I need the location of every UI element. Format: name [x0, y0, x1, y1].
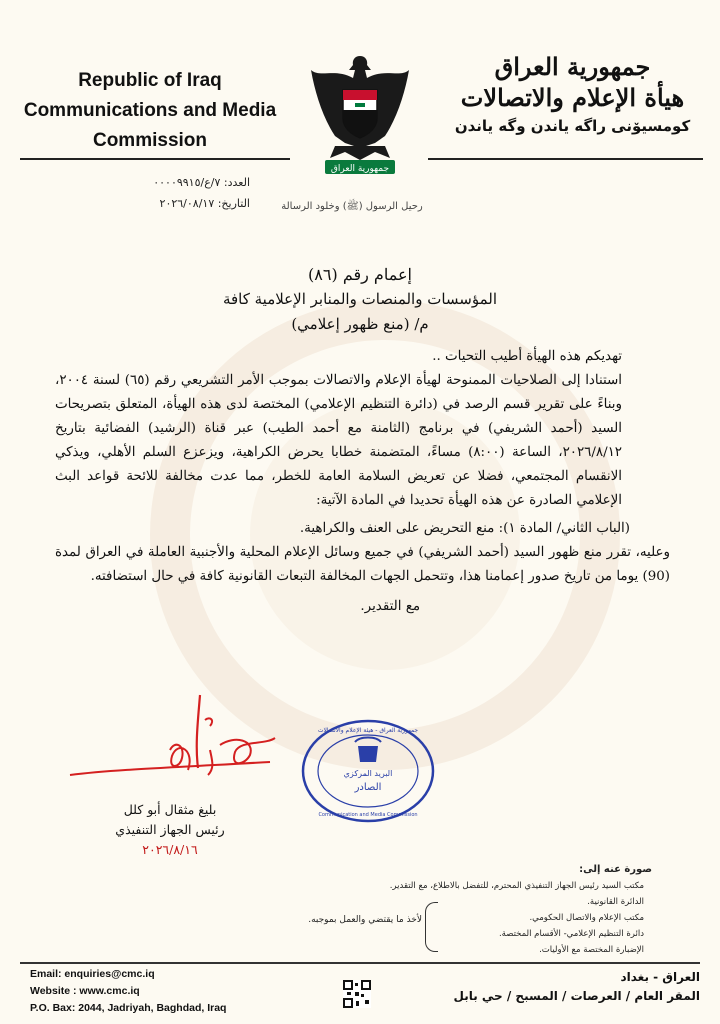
- header-english: [20, 66, 280, 156]
- footer-email: Email: enquiries@cmc.iq: [30, 968, 155, 980]
- letter-title: [170, 262, 550, 337]
- stamp-ar-inner2: الصادر: [354, 782, 382, 793]
- stamp-ar-outer: جمهورية العراق - هيئة الإعلام والاتصالات: [317, 727, 419, 734]
- signatory-date: ٢٠٢٦/٨/١٦: [142, 842, 198, 857]
- footer-website: Website : www.cmc.iq: [30, 985, 140, 997]
- header-en-line3: Commission: [92, 130, 208, 151]
- signatory-position: رئيس الجهاز التنفيذي: [115, 822, 225, 837]
- official-stamp: [300, 718, 436, 824]
- reference-date: التاريخ: ٢٠٢٦/٠٨/١٧: [159, 197, 250, 210]
- paragraph-2: وعليه، تقرر منع ظهور السيد (أحمد الشريفي) في جميع وسائل الإعلام المحلية والأجنبية العاملة في العراق لمدة (90) يوما من تاريخ صدور إعمامنا هذا، وتتحمل الجهات المخالفة التبعات القانونية كافة في حال استضافته.: [55, 545, 670, 584]
- header-en-line2: Communications and Media: [23, 100, 277, 121]
- stamp-ar-inner1: البريد المركزي: [343, 769, 393, 778]
- addressee: المؤسسات والمنصات والمنابر الإعلامية كافة: [222, 290, 498, 308]
- copies-block: [270, 862, 660, 958]
- copies-item: مكتب الإعلام والاتصال الحكومي.: [529, 913, 644, 923]
- footer-arabic: [440, 968, 700, 1006]
- copies-item: الإضبارة المختصة مع الأوليات.: [539, 945, 644, 955]
- closing: مع التقدير.: [360, 599, 420, 614]
- stamp-en-outer: Communication and Media Commission: [318, 812, 418, 818]
- copies-title: صورة عنه إلى:: [579, 864, 652, 875]
- signatory-name: بليغ مثقال أبو كلل: [123, 802, 217, 817]
- header-arabic: [440, 52, 705, 138]
- qr-code-icon: [343, 980, 371, 1008]
- motto: رحيل الرسول (ﷺ) وخلود الرسالة: [281, 201, 423, 212]
- emblem-label: جمهورية العراق: [330, 164, 390, 174]
- reference-block: [70, 172, 250, 214]
- circular-number: إعمام رقم (٨٦): [308, 265, 412, 284]
- copies-note: لأخذ ما يقتضي والعمل بموجبه.: [308, 915, 422, 925]
- copies-brace: [425, 902, 438, 952]
- header-ku-line: كومسيۆنی راگه یاندن وگه یاندن: [454, 117, 691, 135]
- header-divider-right: [428, 158, 703, 160]
- footer-ar-line2: المقر العام / العرصات / المسبح / حي بابل: [453, 989, 700, 1003]
- copies-item: الدائرة القانونية.: [587, 897, 644, 907]
- letter-body: [55, 345, 670, 619]
- reference-number: العدد: ٧/ع/٠٠٠٠٩٩١٥: [153, 176, 250, 189]
- header-ar-line2: هيأة الإعلام والاتصالات: [460, 83, 685, 112]
- footer-divider: [20, 962, 700, 964]
- greeting: تهديكم هذه الهيأة أطيب التحيات ..: [432, 349, 622, 364]
- header-divider-left: [20, 158, 290, 160]
- article-reference: (الباب الثاني/ المادة ١): منع التحريض على العنف والكراهية.: [299, 521, 630, 536]
- footer-ar-line1: العراق - بغداد: [620, 970, 700, 984]
- paragraph-1: استنادا إلى الصلاحيات الممنوحة لهيأة الإعلام والاتصالات بموجب الأمر التشريعي رقم (٦٥) لسنة ٢٠٠٤، وبناءً على تقرير قسم الرصد في (دائرة التنظيم الإعلامي) المختصة لدى هذه الهيأة، المتعلق بتصريحات السيد (أحمد الشريفي) في برنامج (الثامنة مع أحمد الطيب) عبر قناة (الرشيد) الفضائية بتاريخ ٢٠٢٦/٨/١٢، الساعة (٨:٠٠) مساءً، المتضمنة خطابا يحرض الكراهية، ويزعزع السلم الأهلي، ويذكي الانقسام المجتمعي، فضلا عن تعريض السلامة العامة للخطر، مما عدت مخالفة للائحة قواعد البث الإعلامي الصادرة عن هذه الهيأة تحديدا في المادة الآتية:: [55, 373, 622, 508]
- header-en-line1: Republic of Iraq: [78, 70, 222, 91]
- footer-pobox: P.O. Bax: 2044, Jadriyah, Baghdad, Iraq: [30, 1002, 227, 1014]
- footer-english: [30, 966, 310, 1017]
- header-ar-line1: جمهورية العراق: [494, 52, 651, 81]
- iraq-eagle-emblem-icon: [305, 48, 415, 180]
- copies-item: دائرة التنظيم الإعلامي- الأقسام المختصة.: [498, 929, 644, 939]
- subject: م/ (منع ظهور إعلامي): [291, 315, 429, 333]
- copies-item: مكتب السيد رئيس الجهاز التنفيذي المحترم، للتفضل بالاطلاع، مع التقدير.: [389, 881, 644, 891]
- signatory-block: [70, 800, 270, 860]
